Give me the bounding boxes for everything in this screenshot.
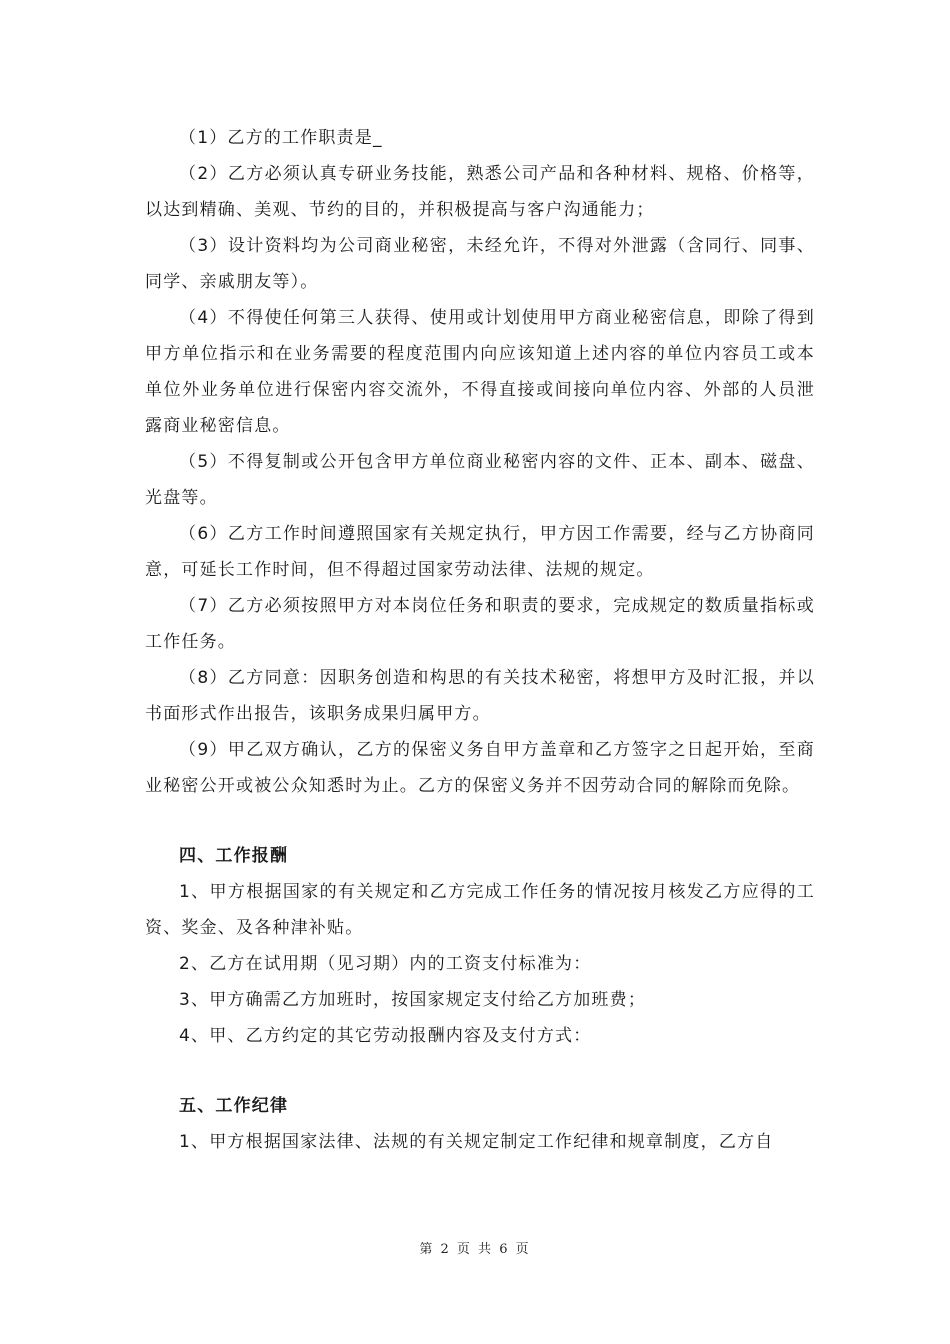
clause-item-7: （7）乙方必须按照甲方对本岗位任务和职责的要求，完成规定的数质量指标或工作任务。 bbox=[145, 596, 815, 652]
clause-item-2: （2）乙方必须认真专研业务技能，熟悉公司产品和各种材料、规格、价格等，以达到精确、美观、节约的目的，并积极提高与客户沟通能力； bbox=[145, 164, 815, 220]
compensation-item-2: 2、乙方在试用期（见习期）内的工资支付标准为： bbox=[179, 954, 592, 974]
clause-item-8: （8）乙方同意：因职务创造和构思的有关技术秘密，将想甲方及时汇报，并以书面形式作出报告，该职务成果归属甲方。 bbox=[145, 668, 815, 724]
section-heading-discipline: 五、工作纪律 bbox=[179, 1096, 289, 1116]
page-number-footer: 第 2 页 共 6 页 bbox=[419, 1242, 531, 1257]
compensation-item-4: 4、甲、乙方约定的其它劳动报酬内容及支付方式： bbox=[179, 1026, 592, 1046]
clause-item-5: （5）不得复制或公开包含甲方单位商业秘密内容的文件、正本、副本、磁盘、光盘等。 bbox=[145, 452, 815, 508]
clause-item-3: （3）设计资料均为公司商业秘密，未经允许，不得对外泄露（含同行、同事、同学、亲戚朋友等）。 bbox=[145, 236, 815, 292]
discipline-item-1: 1、甲方根据国家法律、法规的有关规定制定工作纪律和规章制度，乙方自 bbox=[179, 1132, 774, 1152]
compensation-item-1: 1、甲方根据国家的有关规定和乙方完成工作任务的情况按月核发乙方应得的工资、奖金、及各种津补贴。 bbox=[145, 882, 815, 938]
clause-item-6: （6）乙方工作时间遵照国家有关规定执行，甲方因工作需要，经与乙方协商同意，可延长工作时间，但不得超过国家劳动法律、法规的规定。 bbox=[145, 524, 815, 580]
clause-item-1: （1）乙方的工作职责是_ bbox=[179, 128, 383, 148]
section-heading-compensation: 四、工作报酬 bbox=[179, 846, 289, 866]
section-spacer bbox=[145, 804, 815, 838]
clause-item-4: （4）不得使任何第三人获得、使用或计划使用甲方商业秘密信息，即除了得到甲方单位指示和在业务需要的程度范围内向应该知道上述内容的单位内容员工或本单位外业务单位进行保密内容交流外，不得直接或间接向单位内容、外部的人员泄露商业秘密信息。 bbox=[145, 308, 815, 436]
section-spacer bbox=[145, 1054, 815, 1088]
document-body bbox=[145, 120, 815, 1160]
compensation-item-3: 3、甲方确需乙方加班时，按国家规定支付给乙方加班费； bbox=[179, 990, 647, 1010]
clause-item-9: （9）甲乙双方确认，乙方的保密义务自甲方盖章和乙方签字之日起开始，至商业秘密公开或被公众知悉时为止。乙方的保密义务并不因劳动合同的解除而免除。 bbox=[145, 740, 815, 796]
